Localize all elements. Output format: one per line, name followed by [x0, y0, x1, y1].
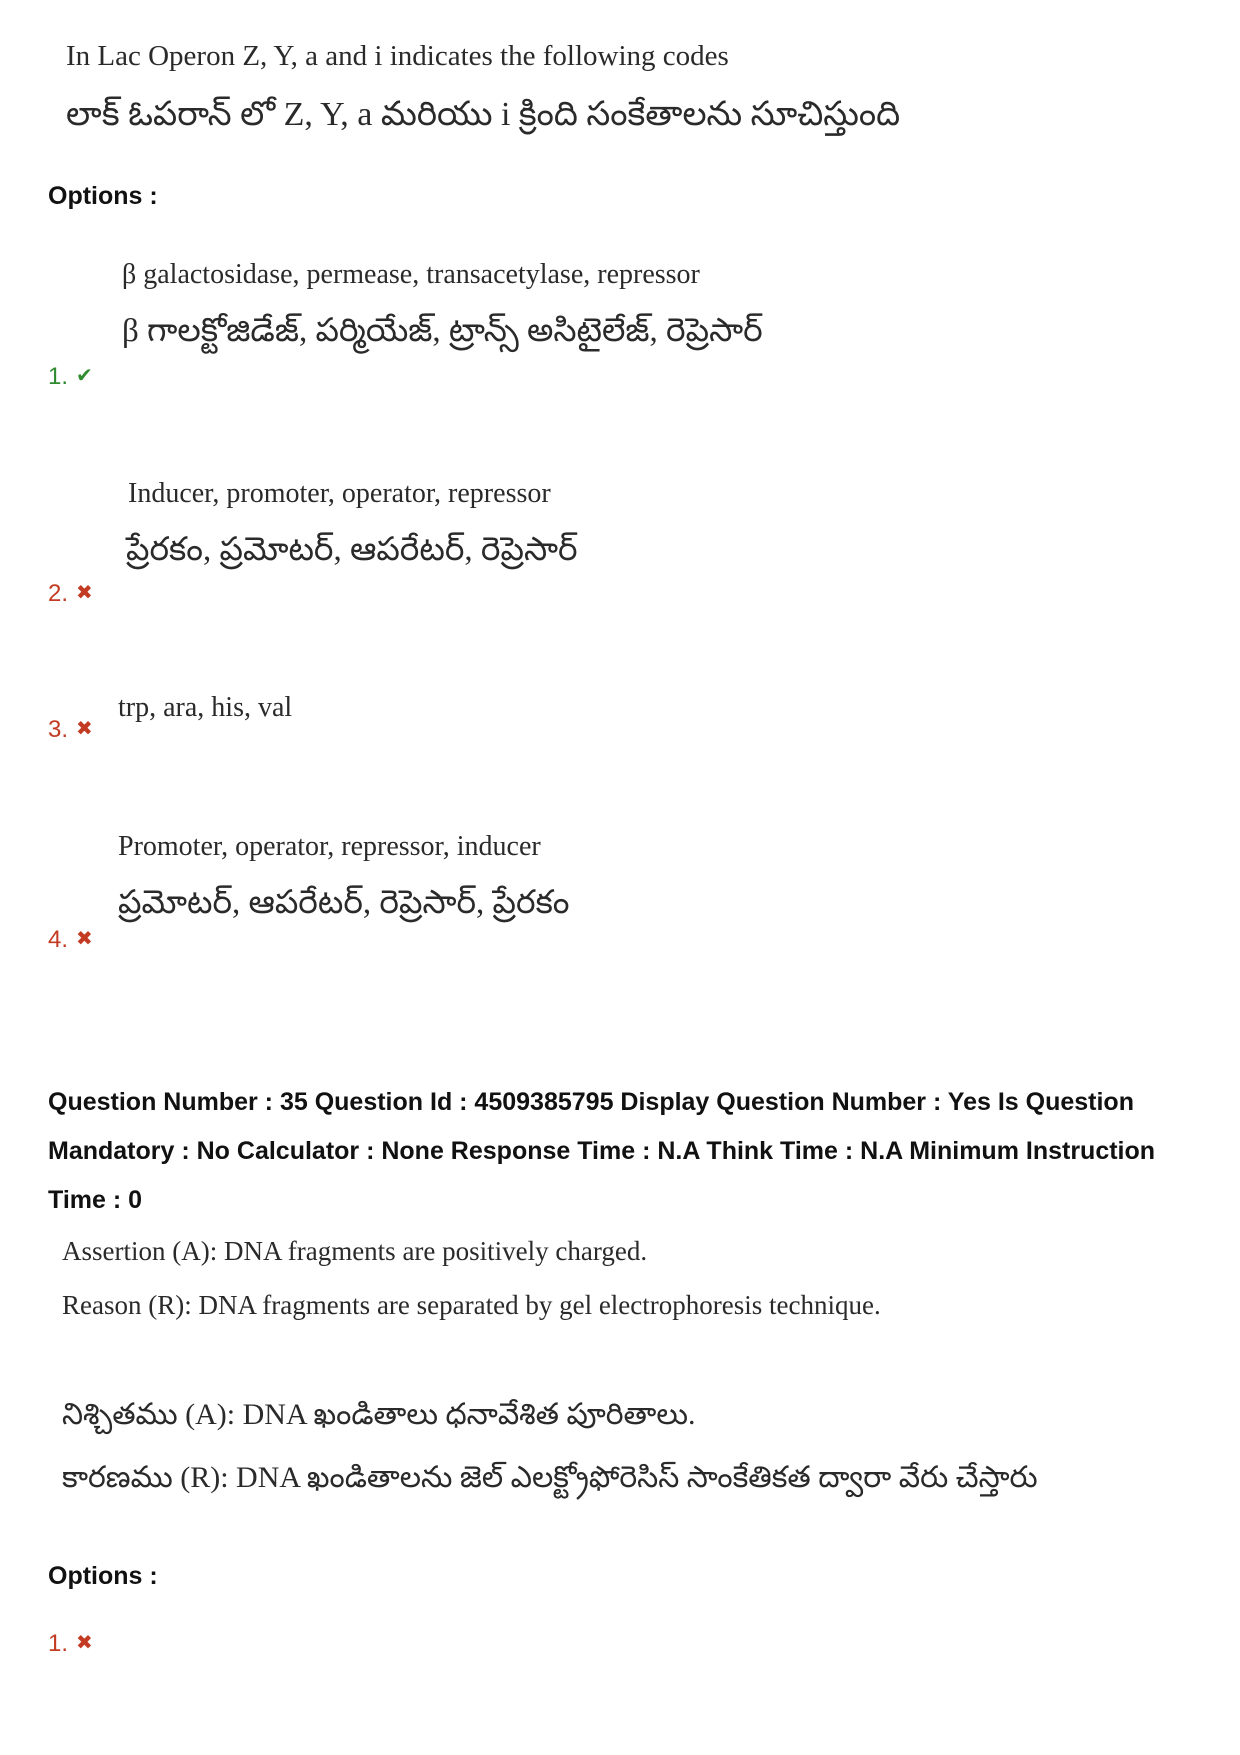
reason-telugu: కారణము (R): DNA ఖండితాలను జెల్ ఎలక్ట్రోఫోరెసిస్ సాంకేతికత ద్వారా వేరు చేస్తారు: [62, 1461, 1038, 1494]
option-2-english: Inducer, promoter, operator, repressor: [128, 478, 551, 509]
option-3[interactable]: [48, 692, 1198, 752]
option-2[interactable]: [48, 475, 1198, 615]
option-1-telugu: β గాలక్టోజిడేజ్, పర్మియేజ్, ట్రాన్స్ అసిటైలేజ్, రెప్రెసార్: [122, 313, 763, 349]
option-4[interactable]: [48, 828, 1198, 968]
option-3-english: trp, ara, his, val: [118, 692, 293, 723]
options-label: Options :: [48, 182, 158, 210]
option-1-number: 1. ✔: [48, 363, 93, 390]
options-label-q35: Options :: [48, 1562, 158, 1590]
option-4-number: 4. ✖: [48, 926, 93, 953]
question-text-english: In Lac Operon Z, Y, a and i indicates the following codes: [66, 40, 729, 72]
option-1-english: β galactosidase, permease, transacetylase, repressor: [122, 259, 700, 290]
reason-english: Reason (R): DNA fragments are separated by gel electrophoresis technique.: [62, 1290, 881, 1320]
cross-icon: ✖: [76, 582, 93, 604]
q35-option-1-number: 1. ✖: [48, 1630, 93, 1657]
option-3-number: 3. ✖: [48, 716, 93, 743]
check-icon: ✔: [76, 365, 93, 387]
assertion-telugu: నిశ్చితము (A): DNA ఖండితాలు ధనావేశిత పూరితాలు.: [62, 1398, 696, 1431]
q35-option-1[interactable]: [48, 1630, 1198, 1670]
question-text-telugu: లాక్ ఓపరాన్ లో Z, Y, a మరియు i క్రింది సంకేతాలను సూచిస్తుంది: [66, 96, 901, 133]
option-1[interactable]: [48, 255, 1198, 395]
cross-icon: ✖: [76, 928, 93, 950]
cross-icon: ✖: [76, 1632, 93, 1654]
option-2-number: 2. ✖: [48, 580, 93, 607]
option-4-english: Promoter, operator, repressor, inducer: [118, 831, 541, 862]
assertion-english: Assertion (A): DNA fragments are positively charged.: [62, 1236, 648, 1266]
question-meta: Question Number : 35 Question Id : 4509385795 Display Question Number : Yes Is Question Mandatory : No Calculator : None Response Time : N.A Think Time : N.A Minimum Instruction Time : 0: [48, 1088, 1156, 1214]
option-4-telugu: ప్రమోటర్, ఆపరేటర్, రెప్రెసార్, ప్రేరకం: [118, 885, 570, 921]
cross-icon: ✖: [76, 718, 93, 740]
option-2-telugu: ప్రేరకం, ప్రమోటర్, ఆపరేటర్, రెప్రెసార్: [126, 532, 578, 568]
